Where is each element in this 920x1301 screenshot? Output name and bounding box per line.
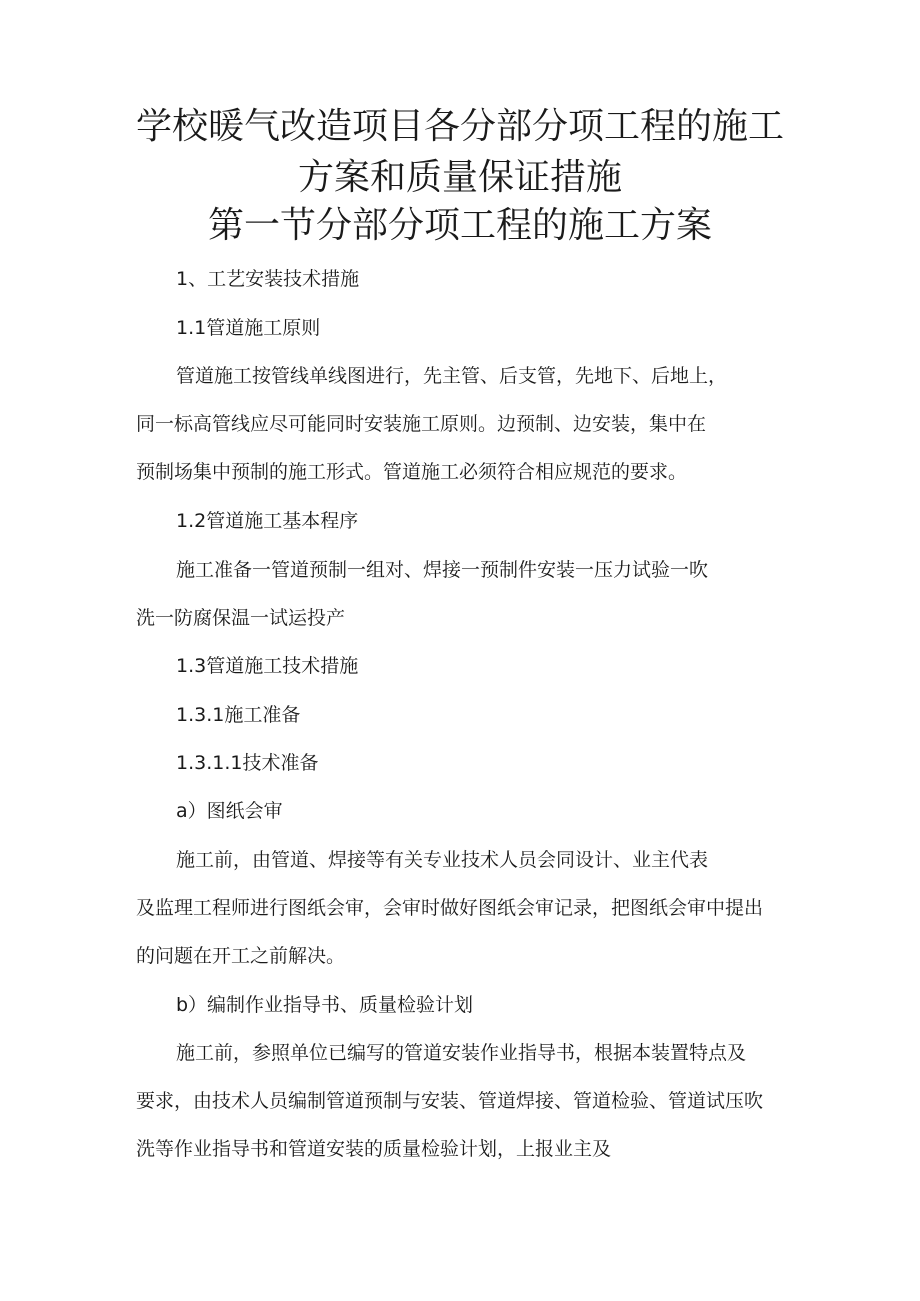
heading-1-2: 1.2管道施工基本程序 [176,510,359,532]
document-title-line-1: 学校暖气改造项目各分部分项工程的施工 [135,106,784,147]
document-title-line-2: 方案和质量保证措施 [297,157,622,198]
paragraph-line: 预制场集中预制的施工形式。管道施工必须符合相应规范的要求。 [136,461,688,483]
paragraph-line: 施工前，参照单位已编写的管道安装作业指导书，根据本装置特点及 [176,1042,747,1064]
heading-1-3: 1.3管道施工技术措施 [176,655,359,677]
paragraph-line: 要求，由技术人员编制管道预制与安装、管道焊接、管道检验、管道试压吹 [136,1090,764,1112]
paragraph-line: 及监理工程师进行图纸会审，会审时做好图纸会审记录，把图纸会审中提出 [136,897,764,919]
paragraph-line: 施工前，由管道、焊接等有关专业技术人员会同设计、业主代表 [176,849,709,871]
paragraph-line: 施工准备一管道预制一组对、焊接一预制件安装一压力试验一吹 [176,559,709,581]
paragraph-line: 洗一防腐保温一试运投产 [136,607,346,629]
heading-1-3-1: 1.3.1施工准备 [176,704,301,726]
heading-1-3-1-1: 1.3.1.1技术准备 [176,752,319,774]
paragraph-line: 管道施工按管线单线图进行，先主管、后支管，先地下、后地上， [176,365,728,387]
paragraph-line: 洗等作业指导书和管道安装的质量检验计划，上报业主及 [136,1138,612,1160]
list-item-a: a）图纸会审 [176,800,283,822]
heading-1: 1、工艺安装技术措施 [176,268,360,290]
list-item-b: b）编制作业指导书、质量检验计划 [176,994,474,1016]
section-heading: 第一节分部分项工程的施工方案 [207,205,712,246]
paragraph-line: 的问题在开工之前解决。 [136,945,346,967]
heading-1-1: 1.1管道施工原则 [176,317,321,339]
paragraph-line: 同一标高管线应尽可能同时安装施工原则。边预制、边安装，集中在 [136,413,707,435]
